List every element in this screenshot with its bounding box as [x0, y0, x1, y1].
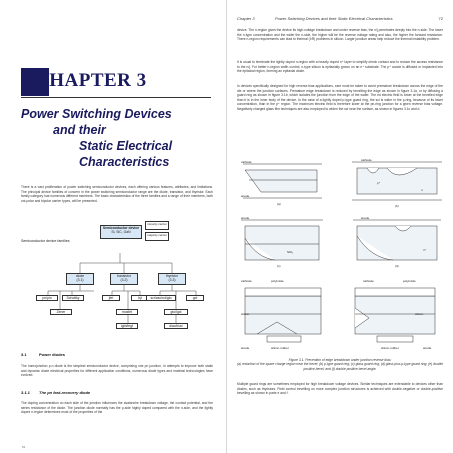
- transistor-box: [110, 273, 138, 285]
- transistor-item: jfet: [102, 295, 120, 301]
- transistor-label: transistor: [117, 274, 131, 278]
- fig-label-anode-c: anode: [241, 216, 250, 220]
- section-heading-3-1-1: [21, 390, 90, 395]
- minority-carrier-box: minority carrier: [145, 221, 169, 230]
- section-number: 3.1.1: [21, 390, 30, 395]
- fig-label-polyimide-e: polyimide: [271, 279, 284, 283]
- fig-label-rubber-e: silicon rubber: [271, 346, 289, 350]
- section-heading-3-1: [21, 352, 65, 357]
- section-title: Power diodes: [39, 352, 66, 357]
- chapter-label: CHAPTER 3: [35, 70, 147, 91]
- fig-label-a: (a): [277, 202, 281, 206]
- fig-label-silicon-e: silicon: [241, 312, 250, 316]
- diode-item: pn/pin: [36, 295, 58, 301]
- thyristor-label: thyristor: [165, 274, 179, 278]
- section-3-1-1-paragraph: The doping concentration on each side of the junction influences the avalanche breakdown voltage, the contact potential, and the series resistance of the diode. The junction diode normally has the p-side highly doped compared with the n-side, and the lightly doped n-region determines most of the properties of the: [21, 401, 213, 414]
- thyristor-item: gto/igct: [164, 309, 188, 315]
- thyristor-item: scr/asc/rct/gto: [146, 295, 176, 301]
- thyristor-item: diac/triac: [164, 323, 188, 329]
- figure-caption-title: Figure 3.1. Prevention of edge breakdown under junction reverse bias:: [288, 358, 392, 362]
- chapter-rule: [21, 97, 211, 98]
- fig-label-anode-a: anode: [241, 194, 250, 198]
- fig-label-silicon-f: silicon: [415, 312, 424, 316]
- fig-label-b: (b): [395, 204, 399, 208]
- thyristor-section-num: (3.3): [168, 278, 176, 282]
- root-device-box: [100, 225, 142, 239]
- thyristor-box: [158, 273, 186, 285]
- root-device-label: Semiconductor device: [102, 226, 140, 230]
- transistor-item: bjt: [131, 295, 149, 301]
- majority-carrier-box: majority carrier: [145, 232, 169, 241]
- right-page: [227, 0, 453, 453]
- running-head-title: Power Switching Devices and their Static Electrical Characteristics: [275, 16, 393, 21]
- fig-label-d: (d): [395, 264, 399, 268]
- fig-label-anode-e: anode: [241, 346, 250, 350]
- transistor-item: mosfet: [116, 309, 138, 315]
- right-paragraph-3: In devices specifically designed for high reverse bias applications, care must be taken to avoid premature breakdown across the edge of the die or where the junction surfaces. Premature edge breakdown is reduced by bevelling the edge as shown in figure 3.1a, or by diffusing a guard ring as shown in figure 3.1b, which isolates the junction from the edge of the wafer. The ed electric field is lower at the bevelled edge than it is in the inner body of the device. In the case of a lightly doped p-type guard ring, the scl is wider in the p-ring, because of its lower concentration, than in the p⁺ region. The maximum electric field is therefore lower at the pn-ring junction for a given reverse bias voltage. Negatively charged glass film techniques are also employed to widen the scl near the surface, as shown in figures 3.1c and d.: [237, 84, 443, 111]
- running-head-chapter: Chapter 3: [237, 16, 255, 21]
- transistor-item: igbt/iegt: [116, 323, 138, 329]
- diode-item: Schottky: [62, 295, 84, 301]
- fig-label-pplus-b: p⁺: [377, 181, 381, 185]
- right-paragraph-1: device. The n-region gives the device its high-voltage breakdown and under reverse bias, the n/j penetrates deeply into the n-side. The lower the n-type concentration and the wider the n-side, the higher will be the reverse voltage rating and also, the higher the forward resistance. There n-region requirements can lead to thermal (I²R) problems in silicon. Larger junction areas help reduce the thermal instability problem.: [237, 28, 443, 41]
- diode-label: diode: [75, 274, 85, 278]
- fig-label-sio2-c: SiO₂: [287, 250, 294, 254]
- diagram-side-label: Semiconductor device families: [21, 239, 70, 243]
- chapter-title: [21, 106, 221, 170]
- thyristor-item: gct: [186, 295, 204, 301]
- diode-item: Zener: [50, 309, 72, 315]
- fig-label-n-b: n: [421, 188, 423, 192]
- page-number: 72: [438, 16, 443, 21]
- root-device-sub: Si, SiC, GaN: [111, 230, 131, 234]
- title-line-2: and their: [53, 123, 106, 137]
- section-number: 3.1: [21, 352, 27, 357]
- title-line-1: Power Switching Devices: [21, 107, 172, 121]
- page-footer: 61: [22, 445, 26, 449]
- fig-label-polyimide-f: polyimide: [403, 279, 416, 283]
- fig-label-cathode-a: cathode: [241, 160, 252, 164]
- diode-box: [66, 273, 94, 285]
- fig-label-c: (c): [277, 264, 281, 268]
- section-3-1-paragraph: The homojunction p-n diode is the simplest semiconductor device, comprising one pn junction. In attempts to improve both static and dynamic diode electrical properties for different application conditions, numerous diode types and material technologies have evolved.: [21, 364, 213, 377]
- diode-section-num: (3.1): [76, 278, 84, 282]
- figure-caption-body: (a) reduction of the space charge region near the bevel; (b) p-type guard ring; (c) glass guard ring; (d) glass plus p-type guard ring; (e) double positive bevel; and (f) double positive bevel angle.: [237, 362, 443, 371]
- right-paragraph-2: It is usual to terminate the lightly doped n-region with a heavily doped n⁺ layer to simplify ohmic contact and to reduce the access resistance to the n/j. For better n-region width control, n-type silicon is epitaxially grown on an n⁺ substrate. The p⁺ anode is diffused or implanted into the epitaxial region, forming an epitaxial diode.: [237, 60, 443, 73]
- title-line-3: Static Electrical Characteristics: [79, 139, 173, 169]
- transistor-section-num: (3.2): [120, 278, 128, 282]
- fig-label-anode-d: anode: [361, 216, 370, 220]
- intro-paragraph: There is a vast proliferation of power switching semiconductor devices, each offering various features, attributes, and limitations. The principal device families of concern in the power switching semiconductor range are the diode, transistor, and thyristor. Each family category has numerous different members. The basic characteristics of the three families and a range of their members, both uni-polar and bipolar carrier types, will be presented.: [21, 185, 213, 203]
- fig-label-anode-f: anode: [423, 346, 432, 350]
- fig-label-rubber-f: silicon rubber: [381, 346, 399, 350]
- fig-label-nplus-d: n⁺: [423, 248, 427, 252]
- fig-label-cathode-b: cathode: [361, 158, 372, 162]
- section-title: The pn fast-recovery diode: [39, 390, 91, 395]
- figure-caption: [237, 358, 443, 371]
- fig-label-cathode-f: cathode: [363, 279, 374, 283]
- right-paragraph-4: Multiple guard rings are sometimes employed for high breakdown voltage devices. Similar techniques are extendable to devices other than diodes, such as thyristors. Field control bevelling on more complex junction structures is achieved with double-negative or double-positive bevelling as shown in parts e and f.: [237, 382, 443, 395]
- fig-label-cathode-e: cathode: [241, 279, 252, 283]
